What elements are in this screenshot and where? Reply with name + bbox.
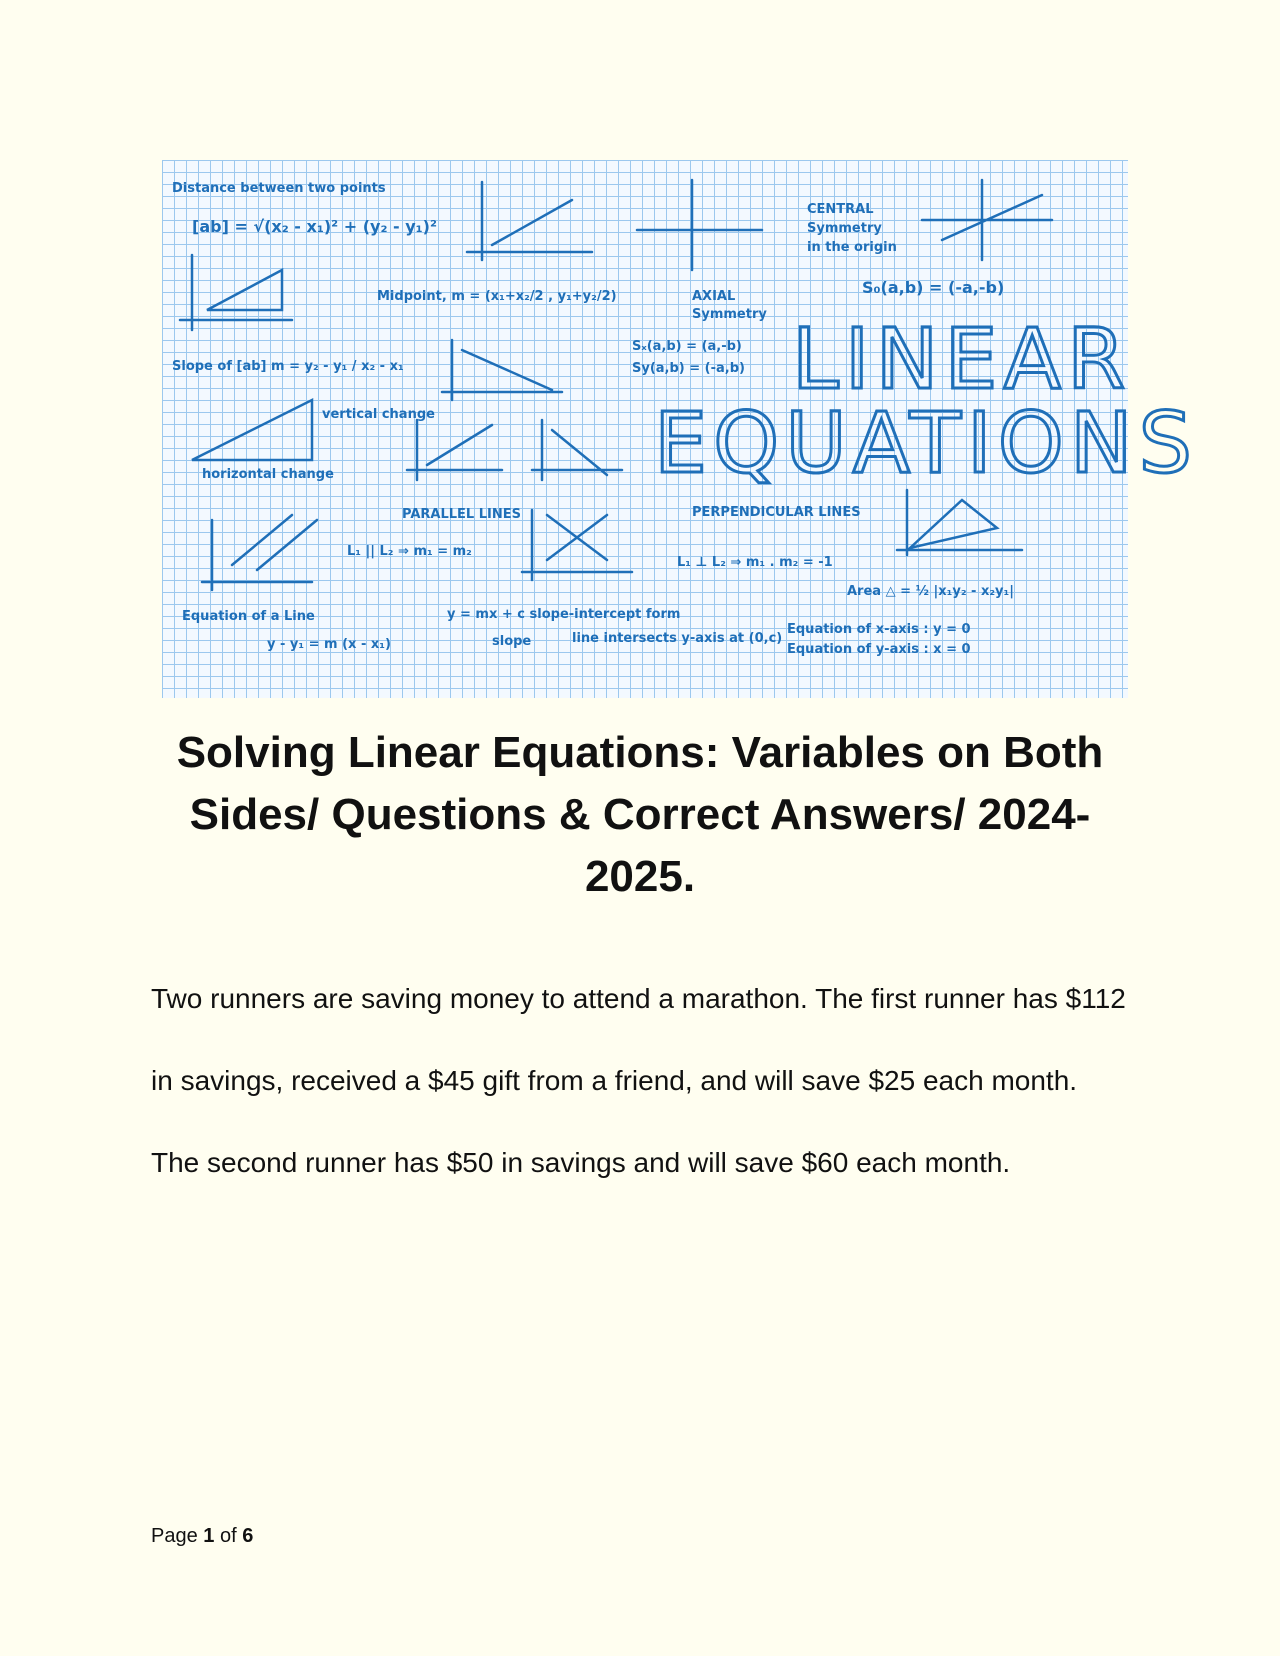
note-area: Area △ = ½ |x₁y₂ - x₂y₁| [847, 584, 1014, 599]
note-parallel-rule: L₁ || L₂ ⇒ m₁ = m₂ [347, 544, 472, 559]
note-perpendicular: PERPENDICULAR LINES [692, 505, 861, 520]
note-point-slope: y - y₁ = m (x - x₁) [267, 637, 391, 652]
total-page-count: 6 [242, 1525, 254, 1547]
axes-symmetry-graph [637, 180, 762, 270]
axes-central-graph [922, 180, 1052, 260]
note-parallel: PARALLEL LINES [402, 507, 521, 522]
note-y-axis: Equation of y-axis : x = 0 [787, 642, 971, 657]
note-so-rule: S₀(a,b) = (-a,-b) [862, 278, 1005, 297]
note-distance: Distance between two points [172, 181, 386, 196]
note-sx-rule: Sₓ(a,b) = (a,-b) [632, 339, 742, 354]
note-horizontal-change: horizontal change [202, 467, 334, 482]
right-triangle-shape [207, 270, 282, 310]
note-eq-line: Equation of a Line [182, 609, 315, 624]
note-in-origin: in the origin [807, 240, 897, 255]
axes-positive-slope-graph [407, 420, 502, 480]
note-central: CENTRAL [807, 202, 874, 217]
note-midpoint: Midpoint, m = (x₁+x₂/2 , y₁+y₂/2) [377, 289, 617, 304]
note-vertical-change: vertical change [322, 407, 435, 422]
axes-negative-slope-graph [442, 340, 562, 400]
note-sy-rule: Sy(a,b) = (-a,b) [632, 361, 745, 376]
page-footer [151, 1525, 253, 1548]
axes-perpendicular-graph [522, 510, 632, 580]
page-word: Page [151, 1525, 198, 1547]
note-slope-word: slope [492, 634, 532, 649]
note-axial: AXIAL [692, 289, 736, 304]
note-distance-formula: [ab] = √(x₂ - x₁)² + (y₂ - y₁)² [192, 217, 437, 236]
banner-equations: EQUATIONS [654, 394, 1198, 492]
axes-negative-m-graph [532, 420, 622, 480]
area-triangle-shape [897, 490, 1022, 555]
math-notes-illustration [162, 160, 1198, 698]
note-symmetry: Symmetry [807, 221, 882, 236]
slope-triangle-shape [192, 400, 312, 460]
note-perp-rule: L₁ ⊥ L₂ ⇒ m₁ . m₂ = -1 [677, 555, 833, 570]
note-axial-symmetry: Symmetry [692, 307, 767, 322]
document-title: Solving Linear Equations: Variables on Both Sides/ Questions & Correct Answers/ 2024-2025. [176, 728, 1104, 901]
axes-triangle-graph [180, 255, 292, 330]
axes-line-graph [467, 182, 592, 260]
note-slope-intercept: y = mx + c slope-intercept form [447, 607, 681, 622]
note-slope: Slope of [ab] m = y₂ - y₁ / x₂ - x₁ [172, 359, 404, 374]
question-paragraph: Two runners are saving money to attend a marathon. The first runner has $112 in savings, received a $45 gift from a friend, and will save $25 each month. The second runner has $50 in savings and will save $60 each month. [151, 983, 1126, 1178]
of-word: of [219, 1525, 237, 1547]
note-x-axis: Equation of x-axis : y = 0 [787, 622, 971, 637]
banner-linear: LINEAR [792, 310, 1132, 408]
note-intersects: line intersects y-axis at (0,c) [572, 631, 783, 646]
current-page-number: 1 [203, 1525, 215, 1547]
linear-equations-banner-image [162, 160, 1198, 698]
axes-parallel-graph [202, 515, 317, 590]
